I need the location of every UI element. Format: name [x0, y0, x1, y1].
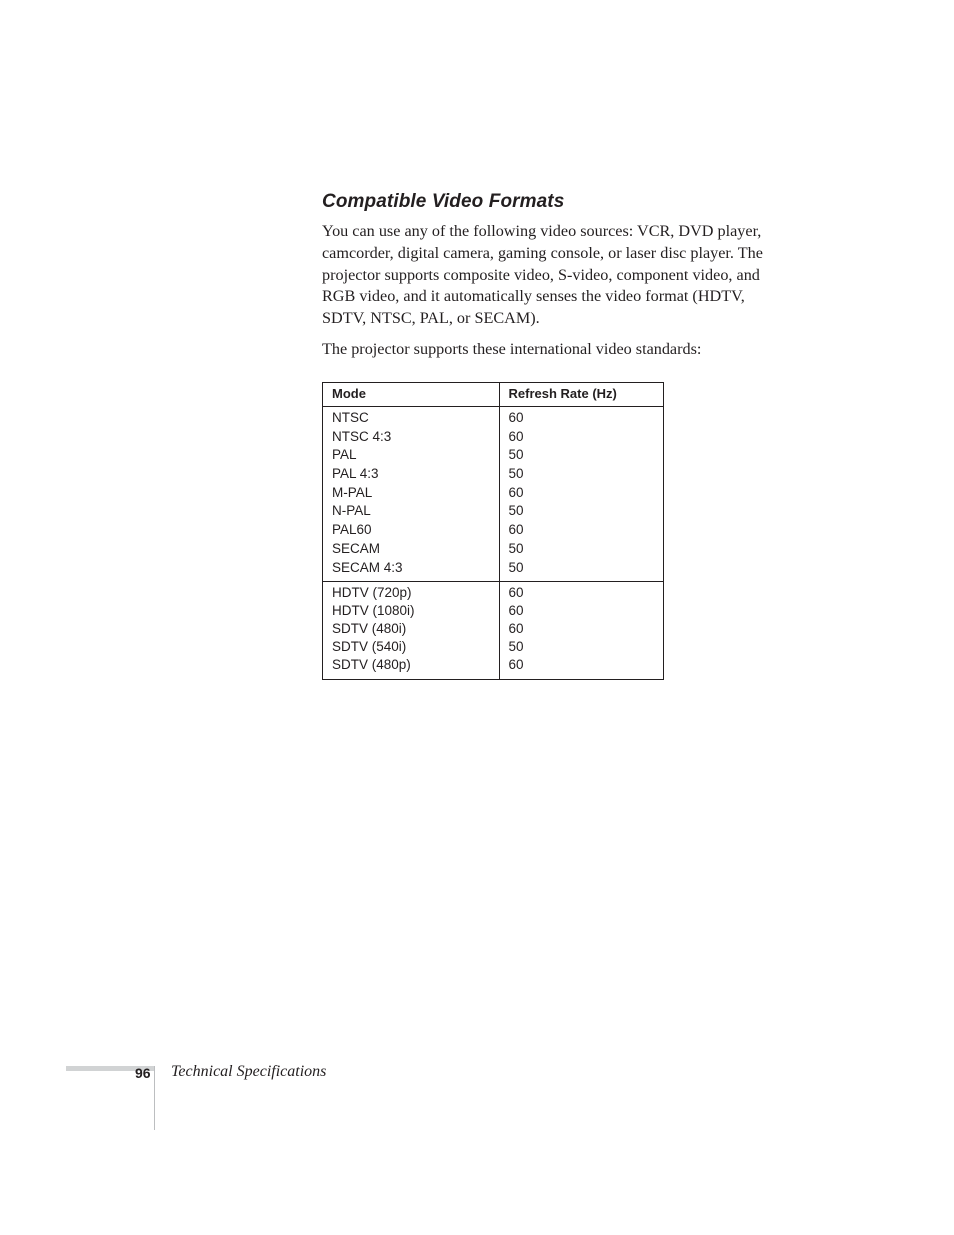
- intro-paragraph: You can use any of the following video sources: VCR, DVD player, camcorder, digital camera, gaming console, or laser disc player. The projector supports composite video, S-video, component video, and RGB video, and it automatically senses the video format (HDTV, SDTV, NTSC, PAL, or SECAM).: [322, 222, 763, 328]
- standards-paragraph: The projector supports these international video standards:: [322, 340, 702, 358]
- mode-entry: SDTV (480i): [332, 621, 407, 637]
- page-number: 96: [135, 1065, 151, 1081]
- mode-entry: PAL: [332, 447, 357, 463]
- section-heading: Compatible Video Formats: [322, 191, 565, 212]
- mode-entry: SDTV (480p): [332, 657, 411, 673]
- running-title: Technical Specifications: [171, 1063, 327, 1080]
- mode-entry: M-PAL: [332, 484, 373, 500]
- rate-entry: 60: [508, 621, 524, 637]
- rate-entry: 60: [508, 484, 524, 500]
- mode-entry: N-PAL: [332, 503, 371, 519]
- table-header-row: [323, 383, 664, 407]
- mode-cell: [323, 582, 500, 680]
- mode-entry: SECAM 4:3: [332, 559, 403, 575]
- rate-entry: 60: [508, 585, 524, 601]
- rate-entry: 60: [508, 410, 524, 425]
- rate-entry: 50: [508, 559, 524, 575]
- table-row-group-composite: [323, 407, 664, 582]
- mode-entry: HDTV (1080i): [332, 603, 415, 619]
- rate-cell: [499, 407, 663, 582]
- video-standards-table: [322, 382, 664, 680]
- mode-entry: PAL60: [332, 522, 372, 538]
- mode-column-header: Mode: [323, 383, 500, 407]
- rate-entry: 60: [508, 428, 524, 444]
- footer-divider: [154, 1066, 155, 1130]
- rate-entry: 60: [508, 522, 524, 538]
- mode-entry: PAL 4:3: [332, 466, 379, 482]
- mode-entry: NTSC 4:3: [332, 428, 392, 444]
- rate-entry: 50: [508, 447, 524, 463]
- rate-entry: 50: [508, 540, 524, 556]
- rate-entry: 50: [508, 639, 524, 655]
- rate-entry: 60: [508, 603, 524, 619]
- mode-entry: NTSC: [332, 410, 369, 425]
- rate-entry: 50: [508, 503, 524, 519]
- mode-entry: SDTV (540i): [332, 639, 407, 655]
- mode-entry: SECAM: [332, 540, 381, 556]
- rate-entry: 50: [508, 466, 524, 482]
- mode-cell: [323, 407, 500, 582]
- refresh-rate-column-header: Refresh Rate (Hz): [499, 383, 663, 407]
- rate-cell: [499, 582, 663, 680]
- rate-entry: 60: [508, 657, 524, 673]
- table-row-group-hd: [323, 582, 664, 680]
- mode-entry: HDTV (720p): [332, 585, 412, 601]
